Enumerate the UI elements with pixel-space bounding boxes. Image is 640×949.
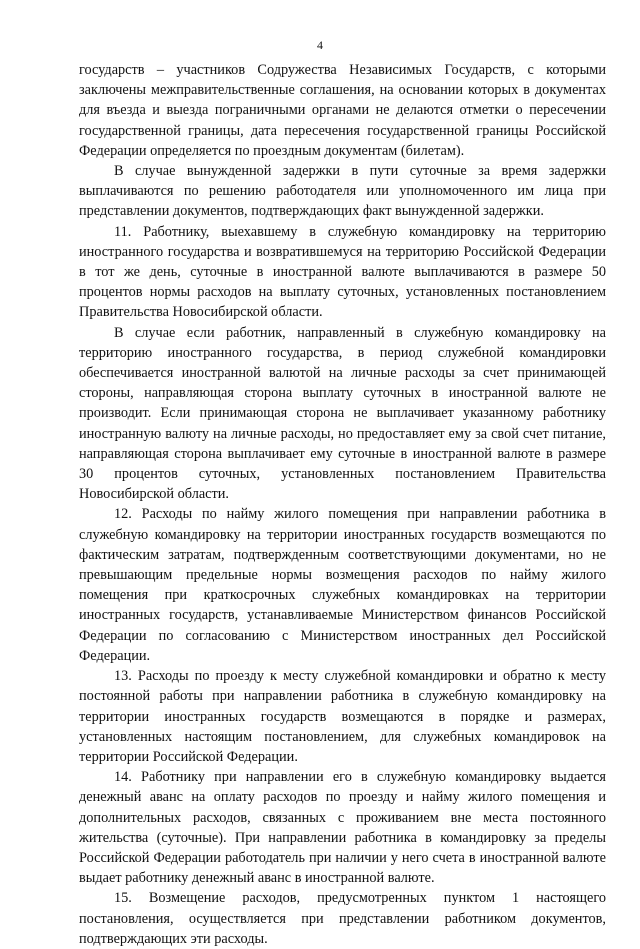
paragraph-clause-15: 15. Возмещение расходов, предусмотренных пунктом 1 настоящего постановления, осуществляется при представлении работником документов, подтверждающих эти расходы. xyxy=(79,890,606,947)
page-number: 4 xyxy=(317,38,323,52)
paragraph-host-currency: В случае если работник, направленный в служебную командировку на территорию иностранного государства, в период служебной командировки обеспечивается иностранной валютой на личные расходы за счет принимающей стороны, направляющая сторона выплату суточных в иностранной валюте не производит. Если принимающая сторона не выплачивает указанному работнику иностранную валюту на личные расходы, но предоставляет ему за свой счет питание, направляющая сторона выплачивает ему суточные в иностранной валюте в размере 30 процентов суточных, установленных постановлением Правительства Новосибирской области. xyxy=(79,324,606,503)
document-body xyxy=(79,60,606,949)
paragraph-clause-14: 14. Работнику при направлении его в служебную командировку выдается денежный аванс на оплату расходов по проезду и найму жилого помещения и дополнительных расходов, связанных с проживанием вне места постоянного жительства (суточные). При направлении работника в командировку за пределы Российской Федерации работодатель при наличии у него счета в иностранной валюте выдает работнику денежный аванс в иностранной валюте. xyxy=(79,769,606,887)
paragraph-forced-delay: В случае вынужденной задержки в пути суточные за время задержки выплачиваются по решению работодателя или уполномоченного им лица при представлении документов, подтверждающих факт вынужденной задержки. xyxy=(79,163,606,220)
paragraph-clause-12: 12. Расходы по найму жилого помещения при направлении работника в служебную командировку на территории иностранных государств возмещаются по фактическим затратам, подтвержденным соответствующими документами, но не превышающим предельные нормы возмещения расходов по найму жилого помещения при краткосрочных служебных командировках на территории иностранных государств, устанавливаемые Министерством финансов Российской Федерации по согласованию с Министерством иностранных дел Российской Федерации. xyxy=(79,506,606,664)
paragraph-continuation: государств – участников Содружества Независимых Государств, с которыми заключены межправительственные соглашения, на основании которых в документах для въезда и выезда пограничными органами не делаются отметки о пересечении государственной границы, дата пересечения государственной границы Российской Федерации определяется по проездным документам (билетам). xyxy=(79,62,606,159)
paragraph-clause-11: 11. Работнику, выехавшему в служебную командировку на территорию иностранного государства и возвратившемуся на территорию Российской Федерации в тот же день, суточные в иностранной валюте выплачиваются в размере 50 процентов нормы расходов на выплату суточных, установленных постановлением Правительства Новосибирской области. xyxy=(79,223,606,321)
paragraph-clause-13: 13. Расходы по проезду к месту служебной командировки и обратно к месту постоянной работы при направлении работника в служебную командировку на территории иностранных государств возмещаются в порядке и размерах, установленных настоящим постановлением, для служебных командировок на территории Российской Федерации. xyxy=(79,668,606,765)
